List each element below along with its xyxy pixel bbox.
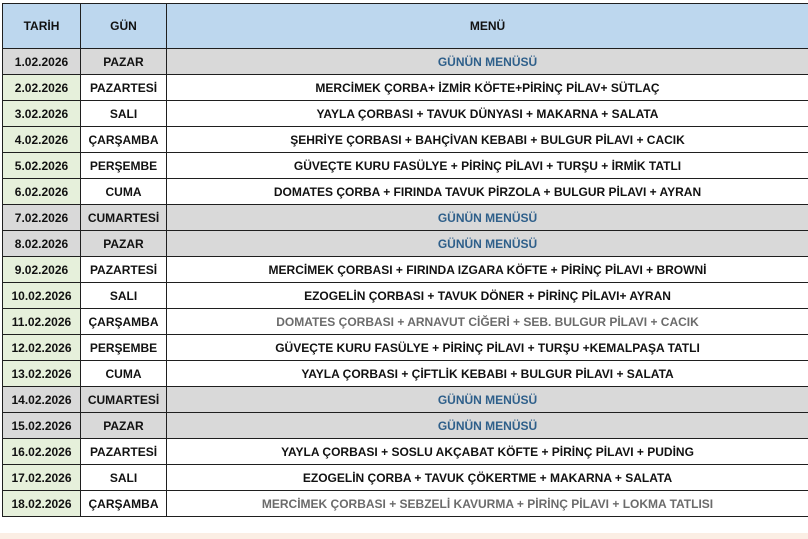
bottom-border-strip [0, 533, 808, 539]
date-cell: 7.02.2026 [3, 205, 81, 231]
table-row [3, 153, 808, 179]
date-cell: 15.02.2026 [3, 413, 81, 439]
table-header-row [3, 4, 808, 49]
date-cell: 12.02.2026 [3, 335, 81, 361]
menu-cell: EZOGELİN ÇORBASI + TAVUK DÖNER + PİRİNÇ PİLAVI+ AYRAN [167, 283, 808, 309]
day-cell: SALI [81, 465, 167, 491]
table-row [3, 283, 808, 309]
day-cell: PAZAR [81, 413, 167, 439]
table-row [3, 49, 808, 75]
date-cell: 2.02.2026 [3, 75, 81, 101]
menu-cell: GÜNÜN MENÜSÜ [167, 49, 808, 75]
day-cell: SALI [81, 101, 167, 127]
menu-cell: MERCİMEK ÇORBA+ İZMİR KÖFTE+PİRİNÇ PİLAV+ SÜTLAÇ [167, 75, 808, 101]
menu-cell: DOMATES ÇORBASI + ARNAVUT CİĞERİ + SEB. BULGUR PİLAVI + CACIK [167, 309, 808, 335]
date-cell: 8.02.2026 [3, 231, 81, 257]
table-row [3, 75, 808, 101]
menu-cell: EZOGELİN ÇORBA + TAVUK ÇÖKERTME + MAKARNA + SALATA [167, 465, 808, 491]
table-row [3, 387, 808, 413]
day-cell: CUMARTESİ [81, 387, 167, 413]
table-row [3, 257, 808, 283]
table-body [3, 49, 808, 517]
table-row [3, 439, 808, 465]
date-cell: 14.02.2026 [3, 387, 81, 413]
day-cell: ÇARŞAMBA [81, 127, 167, 153]
day-cell: PERŞEMBE [81, 335, 167, 361]
day-column-header: GÜN [81, 4, 167, 49]
menu-table-container [2, 3, 808, 533]
menu-cell: YAYLA ÇORBASI + SOSLU AKÇABAT KÖFTE + PİRİNÇ PİLAVI + PUDİNG [167, 439, 808, 465]
table-row [3, 465, 808, 491]
day-cell: CUMA [81, 361, 167, 387]
date-cell: 6.02.2026 [3, 179, 81, 205]
menu-cell: GÜVEÇTE KURU FASÜLYE + PİRİNÇ PİLAVI + TURŞU + İRMİK TATLI [167, 153, 808, 179]
menu-cell: MERCİMEK ÇORBASI + FIRINDA IZGARA KÖFTE + PİRİNÇ PİLAVI + BROWNİ [167, 257, 808, 283]
day-cell: SALI [81, 283, 167, 309]
day-cell: PAZARTESİ [81, 439, 167, 465]
date-cell: 17.02.2026 [3, 465, 81, 491]
date-cell: 5.02.2026 [3, 153, 81, 179]
day-cell: ÇARŞAMBA [81, 309, 167, 335]
day-cell: PAZAR [81, 231, 167, 257]
menu-cell: ŞEHRİYE ÇORBASI + BAHÇİVAN KEBABI + BULGUR PİLAVI + CACIK [167, 127, 808, 153]
table-row [3, 361, 808, 387]
table-row [3, 413, 808, 439]
menu-cell: GÜNÜN MENÜSÜ [167, 231, 808, 257]
menu-cell: GÜNÜN MENÜSÜ [167, 205, 808, 231]
table-row [3, 205, 808, 231]
date-cell: 4.02.2026 [3, 127, 81, 153]
menu-cell: GÜVEÇTE KURU FASÜLYE + PİRİNÇ PİLAVI + TURŞU +KEMALPAŞA TATLI [167, 335, 808, 361]
day-cell: PAZARTESİ [81, 75, 167, 101]
table-row [3, 101, 808, 127]
table-row [3, 491, 808, 517]
date-cell: 13.02.2026 [3, 361, 81, 387]
table-row [3, 309, 808, 335]
day-cell: CUMA [81, 179, 167, 205]
menu-column-header: MENÜ [167, 4, 808, 49]
day-cell: ÇARŞAMBA [81, 491, 167, 517]
menu-cell: YAYLA ÇORBASI + ÇİFTLİK KEBABI + BULGUR PİLAVI + SALATA [167, 361, 808, 387]
date-cell: 18.02.2026 [3, 491, 81, 517]
menu-cell: YAYLA ÇORBASI + TAVUK DÜNYASI + MAKARNA + SALATA [167, 101, 808, 127]
day-cell: PAZAR [81, 49, 167, 75]
menu-cell: MERCİMEK ÇORBASI + SEBZELİ KAVURMA + PİRİNÇ PİLAVI + LOKMA TATLISI [167, 491, 808, 517]
day-cell: CUMARTESİ [81, 205, 167, 231]
menu-cell: GÜNÜN MENÜSÜ [167, 413, 808, 439]
date-cell: 3.02.2026 [3, 101, 81, 127]
table-row [3, 231, 808, 257]
table-row [3, 179, 808, 205]
menu-table [2, 3, 808, 517]
day-cell: PERŞEMBE [81, 153, 167, 179]
date-cell: 10.02.2026 [3, 283, 81, 309]
date-cell: 11.02.2026 [3, 309, 81, 335]
date-cell: 1.02.2026 [3, 49, 81, 75]
table-row [3, 127, 808, 153]
table-row [3, 335, 808, 361]
day-cell: PAZARTESİ [81, 257, 167, 283]
menu-cell: GÜNÜN MENÜSÜ [167, 387, 808, 413]
date-column-header: TARİH [3, 4, 81, 49]
date-cell: 9.02.2026 [3, 257, 81, 283]
menu-cell: DOMATES ÇORBA + FIRINDA TAVUK PİRZOLA + BULGUR PİLAVI + AYRAN [167, 179, 808, 205]
date-cell: 16.02.2026 [3, 439, 81, 465]
